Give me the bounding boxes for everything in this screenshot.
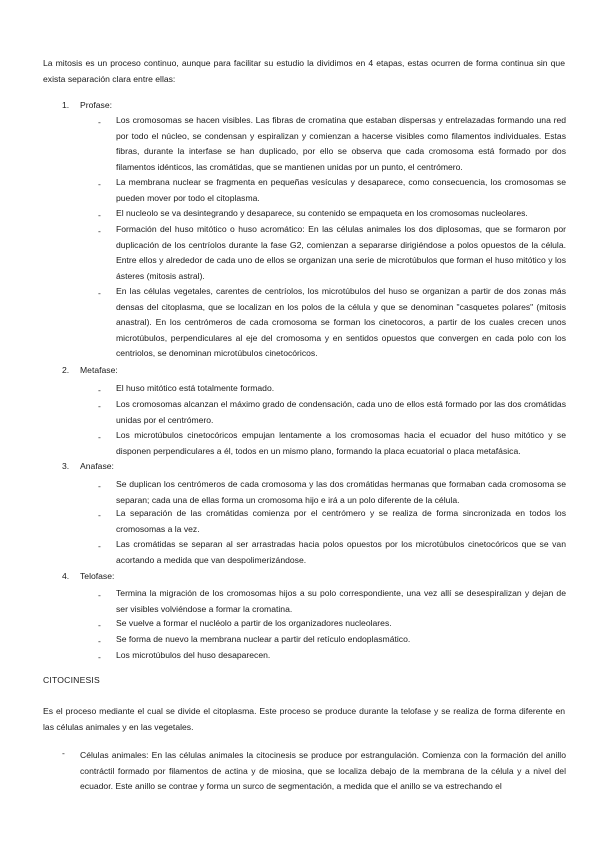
phase-3-number: 3.	[62, 461, 70, 471]
phase-1-bullet-5: En las células vegetales, carentes de centríolos, los microtúbulos del huso se organizan a partir de dos zonas más densas del citoplasma, que se localizan en los polos de la célula y que se denominan "casquetes polares" (mitosis anastral). En los centrómeros de cada cromosoma se forman los cinetocoros, a partir de los cuales crecen unos microtúbulos, perpendiculares al eje del cromosoma y en sentidos opuestos que convergen en cada polo con los centriolos, se denominan microtúbulos cinetocóricos.	[116, 286, 566, 358]
phase-4-bullet-4: Los microtúbulos del huso desaparecen.	[116, 650, 271, 660]
intro-paragraph: La mitosis es un proceso continuo, aunque para facilitar su estudio la dividimos en 4 etapas, estas ocurren de forma continua sin que exista separación clara entre ellas:	[43, 58, 565, 84]
bullet-marker: -	[98, 541, 101, 551]
bullet-marker: -	[98, 636, 101, 646]
phase-3-bullet-2: La separación de las cromátidas comienza por el centrómero y se realiza de forma sincronizada en todos los cromosomas a la vez.	[116, 508, 566, 534]
phase-1-bullet-3: El nucleolo se va desintegrando y desaparece, su contenido se empaqueta en los cromosomas nucleolares.	[116, 208, 528, 218]
bullet-marker: -	[62, 748, 65, 758]
phase-1-bullet-1: Los cromosomas se hacen visibles. Las fibras de cromatina que estaban dispersas y entrelazadas formando una red por todo el núcleo, se condensan y espiralizan y comienzan a hacerse visibles como filamentos individuales. Estas fibras, durante la interfase se han duplicado, por ello se observa que cada cromosoma está formado por dos filamentos idénticos, las cromátidas, que se mantienen unidas por un punto, el centrómero.	[116, 115, 566, 172]
phase-4-bullet-2: Se vuelve a formar el nucléolo a partir de los organizadores nucleolares.	[116, 618, 392, 628]
phase-1-number: 1.	[62, 100, 70, 110]
phase-3-bullet-3: Las cromátidas se separan al ser arrastradas hacia polos opuestos por los microtúbulos cinetocóricos que se van acortando a medida que van despolimerizándose.	[116, 539, 566, 565]
phase-2-bullet-1: El huso mitótico está totalmente formado.	[116, 383, 275, 393]
phase-1-title	[62, 100, 112, 110]
phase-2-bullet-3: Los microtúbulos cinetocóricos empujan lentamente a los cromosomas hacia el ecuador del huso mitótico y se disponen perpendiculares a él, todos en un mismo plano, formando la placa ecuatorial o placa metafásica.	[116, 430, 566, 456]
phase-2-label: Metafase:	[80, 365, 118, 375]
citocinesis-animal-item: Células animales: En las células animales la citocinesis se produce por estrangulación. Comienza con la formación del anillo contráctil formado por filamentos de actina y de miosina, que se localiza debajo de la membrana de la célula y a nivel del ecuador. Este anillo se contrae y forma un surco de segmentación, a medida que el anillo se va estrechando el	[80, 750, 566, 791]
bullet-marker: -	[98, 481, 101, 491]
bullet-marker: -	[98, 385, 101, 395]
bullet-marker: -	[98, 117, 101, 127]
bullet-marker: -	[98, 226, 101, 236]
phase-3-title	[62, 461, 114, 471]
phase-1-bullet-4: Formación del huso mitótico o huso acromático: En las células animales los dos diplosomas, que se formaron por duplicación de los centríolos durante la fase G2, comienzan a separarse dirigiéndose a polos opuestos de la célula. Entre ellos y alrededor de cada uno de ellos se organizan una serie de microtúbulos que forman el huso mitótico y los ásteres (mitosis astral).	[116, 224, 566, 281]
bullet-marker: -	[98, 288, 101, 298]
phase-3-label: Anafase:	[80, 461, 114, 471]
phase-2-bullet-2: Los cromosomas alcanzan el máximo grado de condensación, cada uno de ellos está formado por las dos cromátidas unidas por el centrómero.	[116, 399, 566, 425]
phase-4-label: Telofase:	[80, 571, 115, 581]
phase-4-bullet-3: Se forma de nuevo la membrana nuclear a partir del retículo endoplasmático.	[116, 634, 411, 644]
bullet-marker: -	[98, 510, 101, 520]
bullet-marker: -	[98, 652, 101, 662]
phase-2-title	[62, 365, 118, 375]
phase-2-number: 2.	[62, 365, 70, 375]
bullet-marker: -	[98, 432, 101, 442]
phase-4-bullet-1: Termina la migración de los cromosomas hijos a su polo correspondiente, una vez allí se desespiralizan y dejan de ser visibles volviéndose a formar la cromatina.	[116, 588, 566, 614]
phase-4-number: 4.	[62, 571, 70, 581]
bullet-marker: -	[98, 590, 101, 600]
phase-4-title	[62, 571, 114, 581]
phase-3-bullet-1: Se duplican los centrómeros de cada cromosoma y las dos cromátidas hermanas que formaban cada cromosoma se separan; cada una de ellas forma un cromosoma hijo e irá a un polo diferente de la célula.	[116, 479, 566, 505]
citocinesis-heading: CITOCINESIS	[43, 675, 100, 685]
bullet-marker: -	[98, 401, 101, 411]
phase-1-bullet-2: La membrana nuclear se fragmenta en pequeñas vesículas y desaparece, como consecuencia, los cromosomas se pueden mover por todo el citoplasma.	[116, 177, 566, 203]
citocinesis-paragraph: Es el proceso mediante el cual se divide el citoplasma. Este proceso se produce durante la telofase y se realiza de forma diferente en las células animales y en las vegetales.	[43, 706, 565, 732]
bullet-marker: -	[98, 210, 101, 220]
bullet-marker: -	[98, 179, 101, 189]
bullet-marker: -	[98, 620, 101, 630]
phase-1-label: Profase:	[80, 100, 113, 110]
